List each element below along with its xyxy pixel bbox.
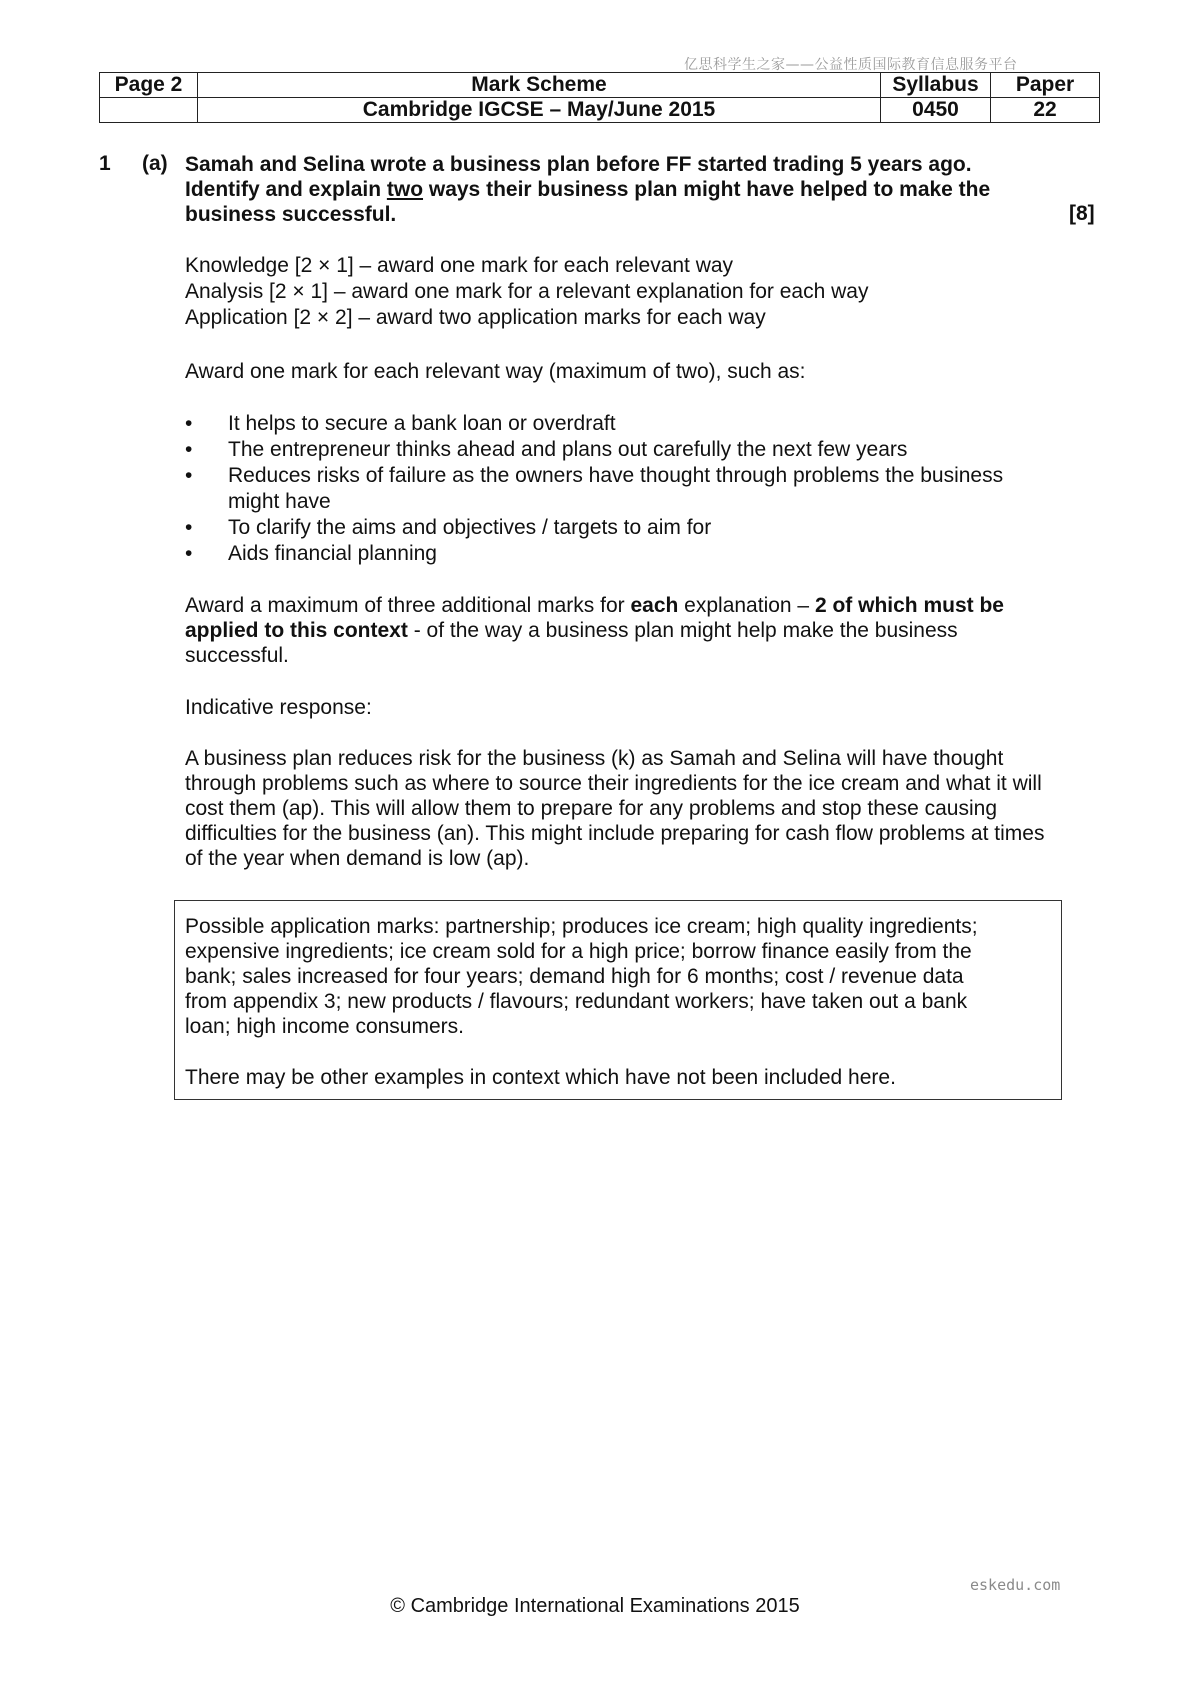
criterion-application: Application [2 × 2] – award two application marks for each way: [185, 306, 766, 329]
criterion-knowledge: Knowledge [2 × 1] – award one mark for each relevant way: [185, 254, 734, 277]
watermark-bottom: eskedu.com: [970, 1576, 1061, 1594]
question-text: [185, 152, 1065, 227]
application-line: bank; sales increased for four years; demand high for 6 months; cost / revenue data: [185, 965, 964, 988]
application-line: loan; high income consumers.: [185, 1015, 464, 1038]
bullet-icon: •: [185, 412, 193, 435]
bullet-icon: •: [185, 438, 193, 461]
additional-line-2: [185, 618, 1100, 643]
list-item-text: Aids financial planning: [228, 542, 437, 565]
award-intro: Award one mark for each relevant way (maximum of two), such as:: [185, 360, 806, 383]
list-item: [185, 541, 1085, 567]
header-table: [99, 72, 1100, 123]
additional-pre: Award a maximum of three additional marks for: [185, 594, 631, 617]
mark-criteria: [185, 253, 1100, 331]
list-item: [185, 463, 1085, 515]
question-line-2-pre: Identify and explain: [185, 178, 387, 201]
list-item-text: To clarify the aims and objectives / targets to aim for: [228, 516, 712, 539]
application-line: Possible application marks: partnership; produces ice cream; high quality ingredients;: [185, 915, 978, 938]
question-line-1: Samah and Selina wrote a business plan before FF started trading 5 years ago.: [185, 153, 972, 176]
list-item-text: It helps to secure a bank loan or overdraft: [228, 412, 616, 435]
indicative-line: difficulties for the business (an). This might include preparing for cash flow problems at times: [185, 822, 1045, 845]
bullet-icon: •: [185, 516, 193, 539]
paper-number: 22: [991, 98, 1100, 123]
bullet-icon: •: [185, 464, 193, 487]
underlined-word: two: [386, 178, 424, 201]
application-line: from appendix 3; new products / flavours; redundant workers; have taken out a bank: [185, 990, 968, 1013]
paper-label: Paper: [991, 73, 1100, 98]
question-part: (a): [142, 152, 168, 175]
page-number: Page 2: [100, 73, 198, 98]
application-marks-box: [174, 900, 1062, 1100]
additional-bold-each: each: [630, 594, 679, 617]
bullet-icon: •: [185, 542, 193, 565]
list-item-text: Reduces risks of failure as the owners have thought through problems the business: [228, 464, 1004, 487]
list-item: [185, 437, 1085, 463]
additional-marks-text: [185, 593, 1100, 668]
indicative-line: through problems such as where to source their ingredients for the ice cream and what it will: [185, 772, 1042, 795]
syllabus-code: 0450: [881, 98, 991, 123]
question-number: 1: [99, 152, 111, 175]
list-item-text: The entrepreneur thinks ahead and plans out carefully the next few years: [228, 438, 908, 461]
document-title: Mark Scheme: [198, 73, 881, 98]
indicative-line: A business plan reduces risk for the business (k) as Samah and Selina will have thought: [185, 747, 1004, 770]
additional-line-1: [185, 593, 1100, 618]
header-row-1: [100, 73, 1100, 98]
additional-bold-2: 2 of which must be: [814, 594, 1004, 617]
bullet-list: [185, 411, 1085, 567]
list-item: [185, 411, 1085, 437]
indicative-response: [185, 746, 1100, 871]
empty-cell: [100, 98, 198, 123]
application-line: expensive ingredients; ice cream sold for a high price; borrow finance easily from the: [185, 940, 972, 963]
header-row-2: [100, 98, 1100, 123]
indicative-label: Indicative response:: [185, 696, 372, 719]
list-item-text-cont: might have: [228, 490, 331, 513]
syllabus-label: Syllabus: [881, 73, 991, 98]
indicative-line: of the year when demand is low (ap).: [185, 847, 530, 870]
marks-available: [8]: [1069, 202, 1095, 225]
question-line-3: business successful.: [185, 203, 397, 226]
criterion-analysis: Analysis [2 × 1] – award one mark for a relevant explanation for each way: [185, 280, 869, 303]
indicative-line: cost them (ap). This will allow them to prepare for any problems and stop these causing: [185, 797, 998, 820]
copyright-footer: © Cambridge International Examinations 2015: [390, 1595, 800, 1617]
list-item: [185, 515, 1085, 541]
watermark-top: 亿思科学生之家——公益性质国际教育信息服务平台: [684, 57, 1018, 73]
application-marks-text: [185, 914, 1045, 1039]
additional-mid: explanation –: [678, 594, 815, 617]
additional-bold-context: applied to this context: [185, 619, 408, 642]
question-line-2: [185, 177, 1065, 202]
additional-line-3: successful.: [185, 644, 289, 667]
exam-name: Cambridge IGCSE – May/June 2015: [198, 98, 881, 123]
additional-post: - of the way a business plan might help make the business: [407, 619, 958, 642]
application-note: There may be other examples in context which have not been included here.: [185, 1066, 896, 1089]
question-line-2-post: ways their business plan might have helped to make the: [423, 178, 991, 201]
